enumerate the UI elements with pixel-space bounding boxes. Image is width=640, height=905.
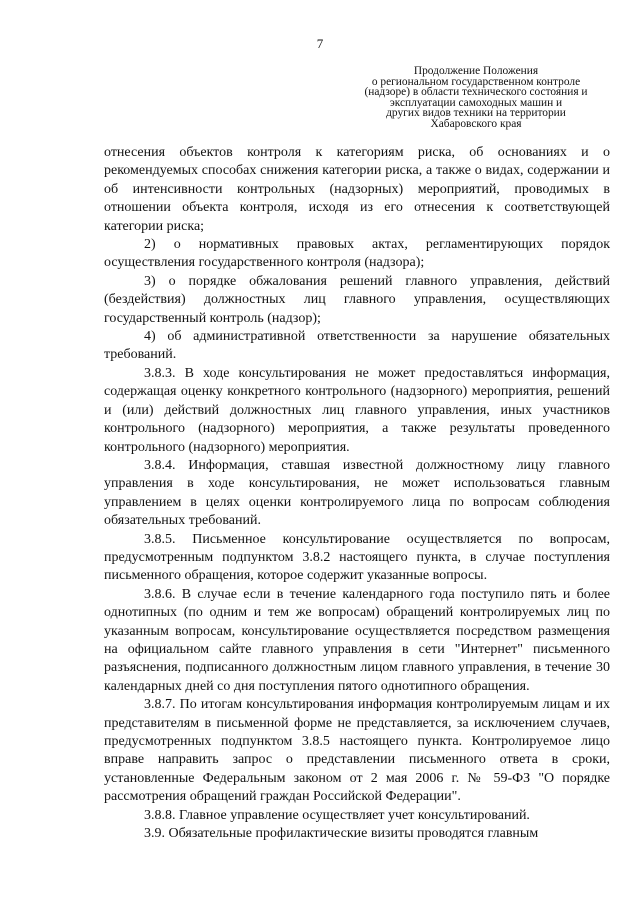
paragraph-item-4: 4) об административной ответственности за нарушение обязательных требований.	[104, 329, 610, 363]
paragraph-continuation: отнесения объектов контроля к категориям риска, об основаниях и о рекомендуемых способах снижения категории риска, а также о видах, содержании и об интенсивности контрольных (надзорных) мероприятий, проводимых в отношении объекта контроля, исходя из его отнесения к соответствующей категории риска;	[104, 145, 610, 234]
paragraph-3-8-7: 3.8.7. По итогам консультирования информация контролируемым лицам и их представителям в письменной форме не представляется, за исключением случаев, предусмотренных подпунктом 3.8.5 настоящего пункта. Контролируемое лицо вправе направить запрос о представлении письменного ответа в сроки, установленные Федеральным законом от 2 мая 2006 г. № 59-ФЗ "О порядке рассмотрения обращений граждан Российской Федерации".	[104, 697, 610, 805]
paragraph-3-9: 3.9. Обязательные профилактические визиты проводятся главным	[144, 826, 539, 842]
paragraph-3-8-8: 3.8.8. Главное управление осуществляет учет консультирований.	[144, 807, 530, 823]
paragraph-item-3: 3) о порядке обжалования решений главного управления, действий (бездействия) должностных лиц главного управления, осуществляющих государственный контроль (надзор);	[104, 273, 610, 326]
paragraph-item-2: 2) о нормативных правовых актах, регламентирующих порядок осуществления государственного контроля (надзора);	[104, 237, 610, 271]
paragraph-3-8-4: 3.8.4. Информация, ставшая известной должностному лицу главного управления в ходе консультирования, не может использоваться главным управлением в целях оценки контролируемого лица по вопросам соблюдения обязательных требований.	[104, 457, 610, 529]
header-line: других видов техники на территории	[386, 107, 566, 120]
paragraph-3-8-5: 3.8.5. Письменное консультирование осуществляется по вопросам, предусмотренным подпунктом 3.8.2 настоящего пункта, в случае поступления письменного обращения, которое содержит указанные вопросы.	[104, 531, 610, 584]
header-line: (надзоре) в области технического состояния и	[364, 86, 588, 99]
page-number: 7	[316, 36, 324, 51]
paragraph-3-8-3: 3.8.3. В ходе консультирования не может предоставляться информация, содержащая оценку конкретного контрольного (надзорного) мероприятия, решений и (или) действий должностных лиц главного управления, иных участников контрольного (надзорного) мероприятия, а также результаты проведенного контрольного (надзорного) мероприятия.	[104, 365, 610, 455]
paragraph-3-8-6: 3.8.6. В случае если в течение календарного года поступило пять и более однотипных (по одним и тем же вопросам) обращений контролируемых лиц по указанным вопросам, консультирование осуществляется посредством размещения на официальном сайте главного управления в сети "Интернет" письменного разъяснения, подписанного должностным лицом главного управления, в течение 30 календарных дней со дня поступления пятого однотипного обращения.	[104, 586, 610, 694]
header-line: о региональном государственном контроле	[371, 75, 581, 88]
header-line: Продолжение Положения	[413, 65, 539, 77]
header-line: эксплуатации самоходных машин и	[389, 96, 563, 109]
document-body	[104, 144, 610, 843]
document-header	[340, 66, 612, 130]
header-line: Хабаровского края	[430, 117, 522, 130]
